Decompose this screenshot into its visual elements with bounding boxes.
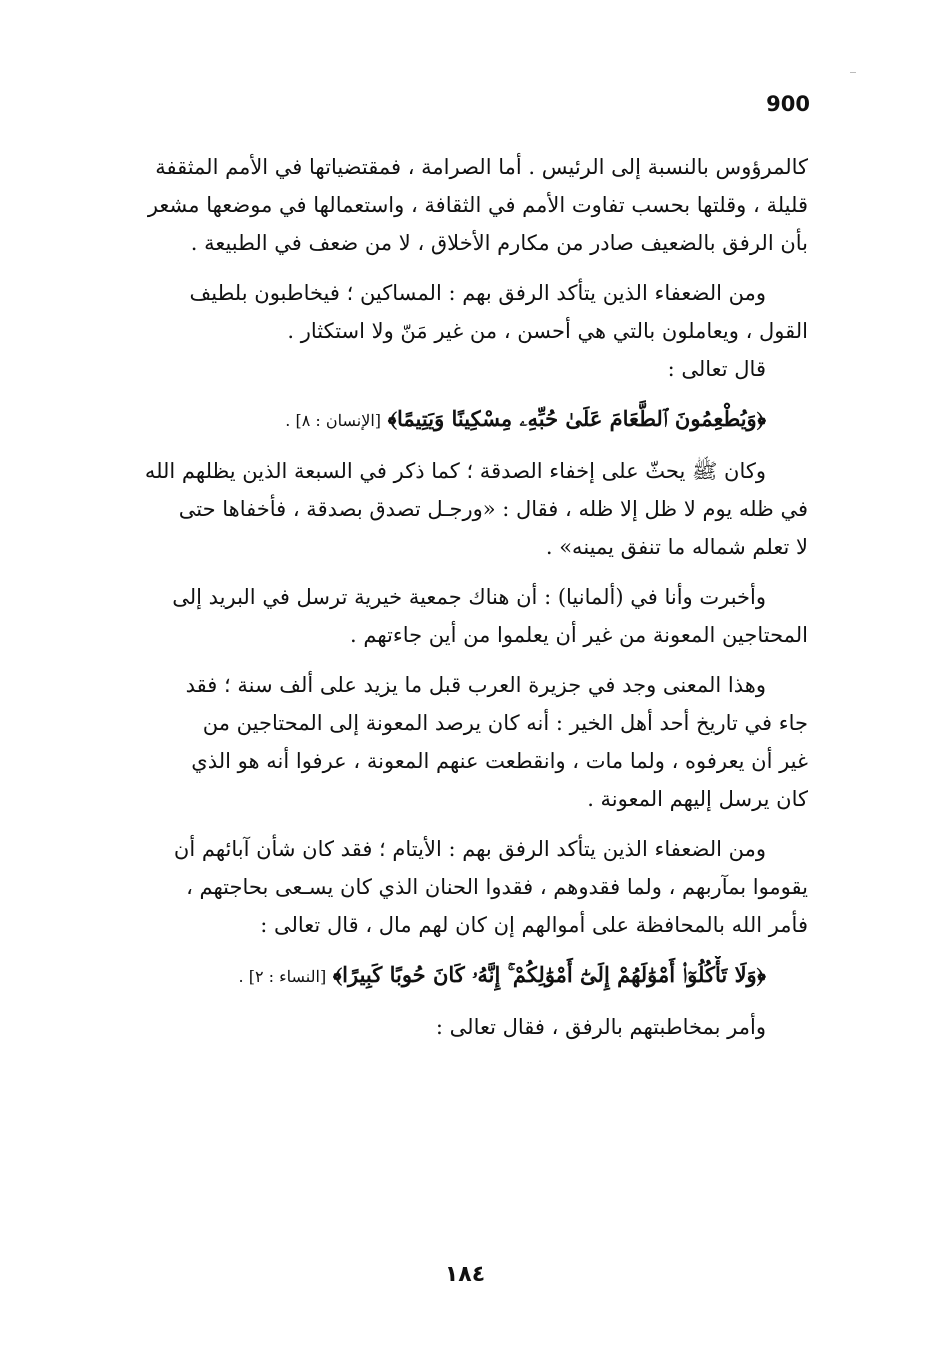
page-body xyxy=(100,148,808,1058)
text-line: ومن الضعفاء الذين يتأكد الرفق بهم : الأيتام ؛ فقد كان شأن آبائهم أن xyxy=(173,837,766,861)
verse-reference: [الإنسان : ٨] . xyxy=(285,411,382,430)
text-line: المحتاجين المعونة من غير أن يعلموا من أين جاءتهم . xyxy=(350,623,808,647)
text-line: وأمر بمخاطبتهم بالرفق ، فقال تعالى : xyxy=(435,1015,766,1039)
text-line: بأن الرفق بالضعيف صادر من مكارم الأخلاق ، لا من ضعف في الطبيعة . xyxy=(190,231,808,255)
verse-block-1 xyxy=(100,400,808,440)
text-line: وأخبرت وأنا في (ألمانيا) : أن هناك جمعية خيرية ترسل في البريد إلى xyxy=(172,585,766,609)
text-line: يقوموا بمآربهم ، ولما فقدوهم ، فقدوا الحنان الذي كان يسـعى بحاجتهم ، xyxy=(186,875,808,899)
text-line: كالمرؤوس بالنسبة إلى الرئيس . أما الصرامة ، فمقتضياتها في الأمم المثقفة xyxy=(155,155,808,179)
paragraph-5 xyxy=(100,666,808,818)
verse-text: ﴿وَيُطْعِمُونَ ٱلطَّعَامَ عَلَىٰ حُبِّهِۦ مِسْكِينًا وَيَتِيمًا﴾ xyxy=(387,406,766,431)
page-number-bottom: ١٨٤ xyxy=(444,1262,486,1287)
text-line: ومن الضعفاء الذين يتأكد الرفق بهم : المساكين ؛ فيخاطبون بلطيف xyxy=(189,281,766,305)
paragraph-3 xyxy=(100,452,808,566)
text-line: وكان ﷺ يحثّ على إخفاء الصدقة ؛ كما ذكر في السبعة الذين يظلهم الله xyxy=(144,459,766,483)
page-number-top: 900 xyxy=(766,92,810,116)
text-line: قليلة ، وقلتها بحسب تفاوت الأمم في الثقافة ، واستعمالها في موضعها مشعر xyxy=(147,193,808,217)
paragraph-1 xyxy=(100,148,808,262)
text-line: قال تعالى : xyxy=(667,357,766,381)
text-line: فأمر الله بالمحافظة على أموالهم إن كان لهم مال ، قال تعالى : xyxy=(260,913,808,937)
text-line: جاء في تاريخ أحد أهل الخير : أنه كان يرصد المعونة إلى المحتاجين من xyxy=(202,711,808,735)
verse-block-2 xyxy=(100,956,808,996)
text-line: وهذا المعنى وجد في جزيرة العرب قبل ما يزيد على ألف سنة ؛ فقد xyxy=(185,673,766,697)
text-line: غير أن يعرفوه ، ولما مات ، وانقطعت عنهم المعونة ، عرفوا أنه هو الذي xyxy=(191,749,808,773)
verse-reference: [النساء : ٢] . xyxy=(238,967,327,986)
text-line: كان يرسل إليهم المعونة . xyxy=(587,787,808,811)
quran-verse xyxy=(100,400,808,440)
text-line: لا تعلم شماله ما تنفق يمينه» . xyxy=(545,535,808,559)
quran-verse xyxy=(100,956,808,996)
paragraph-4 xyxy=(100,578,808,654)
paragraph-7 xyxy=(100,1008,808,1046)
text-line: في ظله يوم لا ظل إلا ظله ، فقال : «ورجـل تصدق بصدقة ، فأخفاها حتى xyxy=(178,497,808,521)
paragraph-2 xyxy=(100,274,808,388)
text-line: القول ، ويعاملون بالتي هي أحسن ، من غير مَنّ ولا استكثار . xyxy=(287,319,808,343)
scan-mark xyxy=(850,72,856,73)
paragraph-6 xyxy=(100,830,808,944)
verse-text: ﴿وَلَا تَأْكُلُوٓا۟ أَمْوَٰلَهُمْ إِلَىٰٓ أَمْوَٰلِكُمْ ۚ إِنَّهُۥ كَانَ حُوبًا كَبِيرًا﴾ xyxy=(332,962,766,987)
